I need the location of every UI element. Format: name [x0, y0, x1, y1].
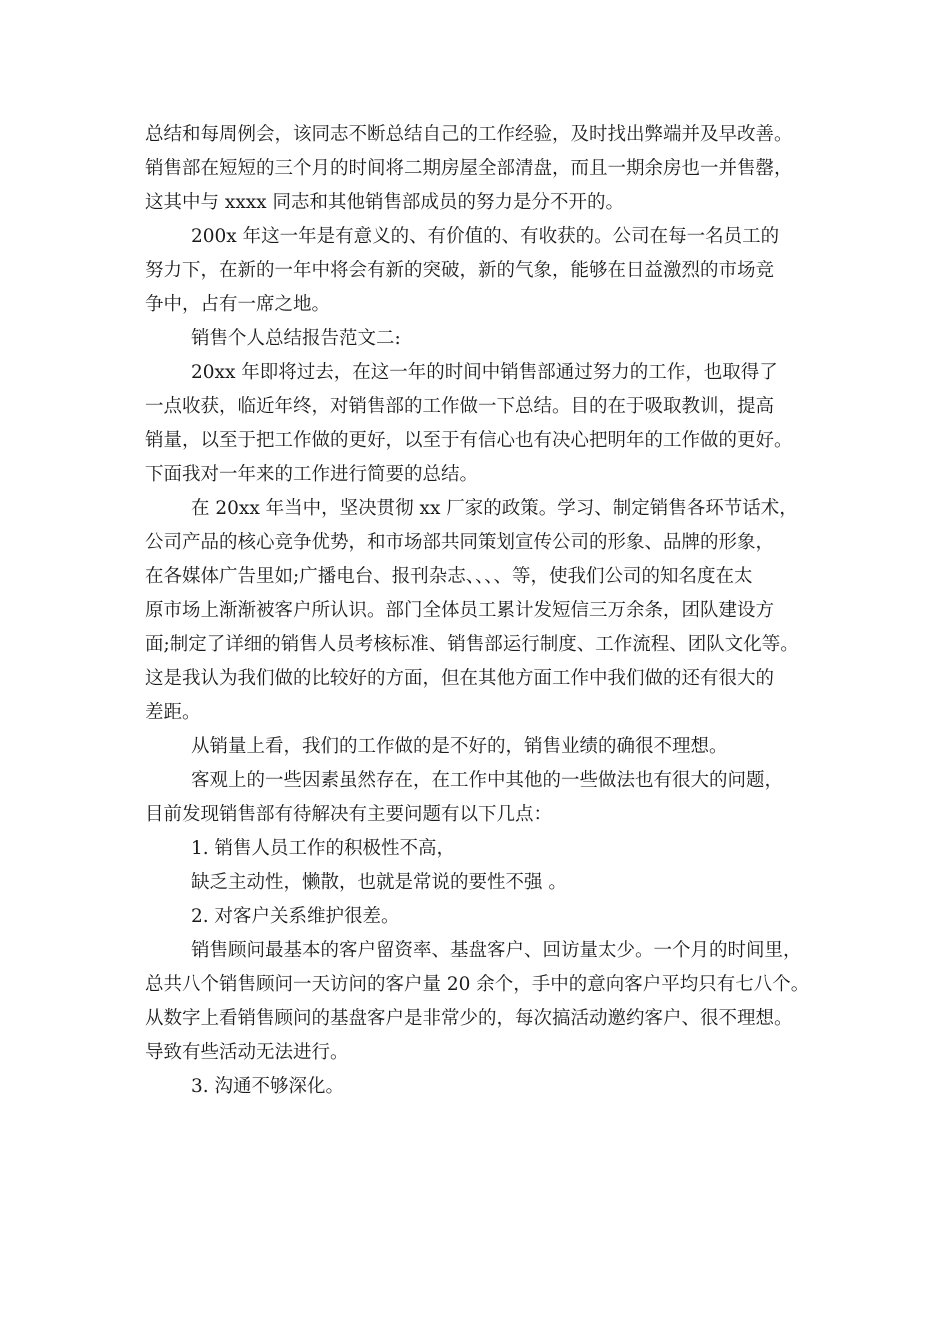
- text-line: 努力下，在新的一年中将会有新的突破，新的气象，能够在日益激烈的市场竞: [145, 260, 775, 281]
- text-line: 这是我认为我们做的比较好的方面，但在其他方面工作中我们做的还有很大的: [145, 668, 775, 689]
- text-line: 原市场上渐渐被客户所认识。部门全体员工累计发短信三万余条，团队建设方: [145, 600, 775, 621]
- text-line: 差距。: [145, 702, 201, 723]
- text-line: 销售部在短短的三个月的时间将二期房屋全部清盘，而且一期余房也一并售罄，: [145, 158, 793, 179]
- text-line: 200x 年这一年是有意义的、有价值的、有收获的。公司在每一名员工的: [191, 226, 780, 247]
- text-line: 在各媒体广告里如;广播电台、报刊杂志、、、、等，使我们公司的知名度在太: [145, 566, 753, 587]
- text-line: 从销量上看，我们的工作做的是不好的，销售业绩的确很不理想。: [191, 736, 728, 757]
- text-line: 20xx 年即将过去，在这一年的时间中销售部通过努力的工作，也取得了: [191, 362, 778, 383]
- text-line: 导致有些活动无法进行。: [145, 1042, 349, 1063]
- text-line: 这其中与 xxxx 同志和其他销售部成员的努力是分不开的。: [145, 192, 624, 213]
- text-line: 总结和每周例会，该同志不断总结自己的工作经验，及时找出弊端并及早改善。: [145, 124, 793, 145]
- text-line: 公司产品的核心竞争优势，和市场部共同策划宣传公司的形象、品牌的形象，: [145, 532, 775, 553]
- text-line: 缺乏主动性，懒散，也就是常说的要性不强 。: [191, 872, 567, 893]
- text-line: 1. 销售人员工作的积极性不高，: [191, 838, 456, 859]
- text-line: 面;制定了详细的销售人员考核标准、销售部运行制度、工作流程、团队文化等。: [145, 634, 799, 655]
- text-line: 客观上的一些因素虽然存在，在工作中其他的一些做法也有很大的问题，: [191, 770, 784, 791]
- text-line: 2. 对客户关系维护很差。: [191, 906, 400, 927]
- text-line: 在 20xx 年当中，坚决贯彻 xx 厂家的政策。学习、制定销售各环节话术，: [191, 498, 798, 519]
- text-line: 销售个人总结报告范文二:: [191, 328, 401, 349]
- text-line: 下面我对一年来的工作进行简要的总结。: [145, 464, 479, 485]
- text-line: 目前发现销售部有待解决有主要问题有以下几点：: [145, 804, 553, 825]
- text-line: 3. 沟通不够深化。: [191, 1076, 345, 1097]
- document-body: [145, 118, 817, 1104]
- text-line: 从数字上看销售顾问的基盘客户是非常少的，每次搞活动邀约客户、很不理想。: [145, 1008, 793, 1029]
- text-line: 销量，以至于把工作做的更好，以至于有信心也有决心把明年的工作做的更好。: [145, 430, 793, 451]
- text-line: 一点收获，临近年终，对销售部的工作做一下总结。目的在于吸取教训，提高: [145, 396, 775, 417]
- text-line: 争中，占有一席之地。: [145, 294, 331, 315]
- text-line: 总共八个销售顾问一天访问的客户量 20 余个，手中的意向客户平均只有七八个。: [145, 974, 810, 995]
- text-line: 销售顾问最基本的客户留资率、基盘客户、回访量太少。一个月的时间里，: [191, 940, 802, 961]
